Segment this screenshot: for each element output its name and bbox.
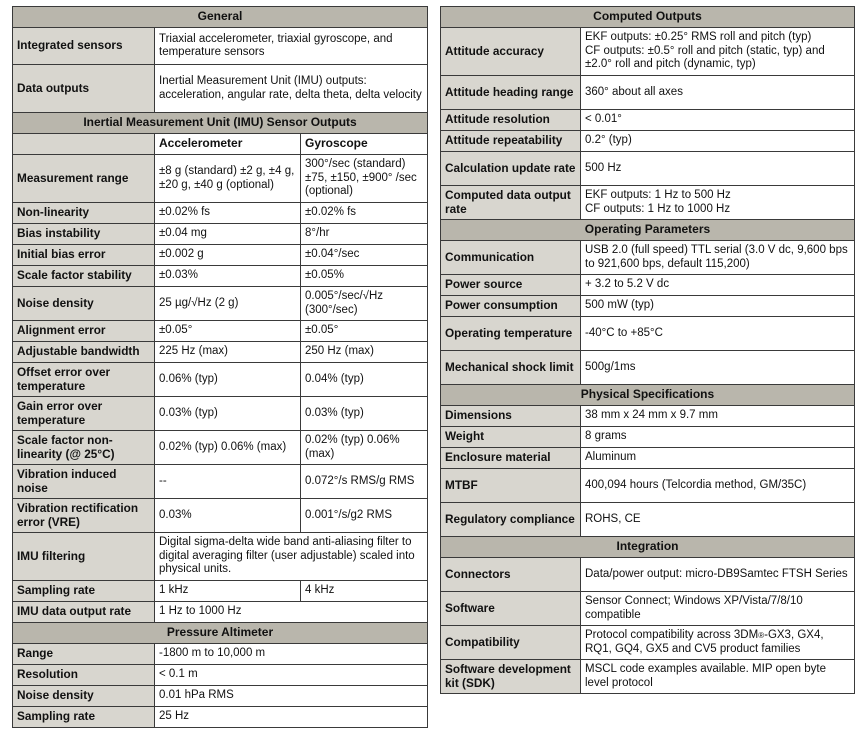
row-value: ROHS, CE	[581, 503, 855, 537]
row-value-accel: 0.03% (typ)	[155, 397, 301, 431]
row-value: 25 Hz	[155, 707, 428, 728]
row-value-gyro: 8°/hr	[301, 224, 428, 245]
row-value: 38 mm x 24 mm x 9.7 mm	[581, 406, 855, 427]
row-label: MTBF	[441, 469, 581, 503]
row-value: Aluminum	[581, 448, 855, 469]
row-value-accel: ±0.02% fs	[155, 203, 301, 224]
row-value-accel: --	[155, 465, 301, 499]
row-value-gyro: 0.072°/s RMS/g RMS	[301, 465, 428, 499]
column-header-accelerometer: Accelerometer	[155, 134, 301, 155]
row-label: Bias instability	[13, 224, 155, 245]
row-value-gyro: 300°/sec (standard) ±75, ±150, ±900° /sec (optional)	[301, 155, 428, 203]
row-value-gyro: ±0.05°	[301, 321, 428, 342]
row-value-accel: ±8 g (standard) ±2 g, ±4 g, ±20 g, ±40 g (optional)	[155, 155, 301, 203]
row-value-gyro: ±0.05%	[301, 266, 428, 287]
row-label: Alignment error	[13, 321, 155, 342]
row-label: Operating temperature	[441, 317, 581, 351]
row-value-sdk: MSCL code examples available. MIP open byte level protocol	[581, 660, 855, 694]
row-value-attitude-accuracy	[581, 28, 855, 76]
section-title-physical: Physical Specifications	[441, 385, 855, 406]
row-label: Regulatory compliance	[441, 503, 581, 537]
attitude-accuracy-cf: CF outputs: ±0.5° roll and pitch (static, typ) and ±2.0° roll and pitch (dynamic, typ)	[585, 44, 825, 71]
section-title-general: General	[13, 7, 428, 28]
computed-rate-cf: CF outputs: 1 Hz to 1000 Hz	[585, 202, 731, 215]
column-header-gyroscope: Gyroscope	[301, 134, 428, 155]
row-label-sdk: Software development kit (SDK)	[441, 660, 581, 694]
row-label-imu-output-rate: IMU data output rate	[13, 602, 155, 623]
row-label: Connectors	[441, 558, 581, 592]
row-label: Dimensions	[441, 406, 581, 427]
specs-table-left	[12, 6, 428, 728]
row-label-computed-rate: Computed data output rate	[441, 186, 581, 220]
row-value: < 0.01°	[581, 110, 855, 131]
row-label: Measurement range	[13, 155, 155, 203]
row-label: Attitude heading range	[441, 76, 581, 110]
row-value-integrated-sensors: Triaxial accelerometer, triaxial gyroscope, and temperature sensors	[155, 28, 428, 65]
row-label: Vibration induced noise	[13, 465, 155, 499]
row-value-accel: 0.06% (typ)	[155, 363, 301, 397]
registered-mark: ®	[758, 631, 765, 640]
row-value: 400,094 hours (Telcordia method, GM/35C)	[581, 469, 855, 503]
row-label-data-outputs: Data outputs	[13, 65, 155, 113]
row-label: Adjustable bandwidth	[13, 342, 155, 363]
row-value-gyro: ±0.04°/sec	[301, 245, 428, 266]
computed-rate-ekf: EKF outputs: 1 Hz to 500 Hz	[585, 189, 731, 201]
row-label: Noise density	[13, 287, 155, 321]
row-value-gyro: 0.03% (typ)	[301, 397, 428, 431]
row-value-accel: 0.02% (typ) 0.06% (max)	[155, 431, 301, 465]
row-value: + 3.2 to 5.2 V dc	[581, 275, 855, 296]
row-value-gyro: 0.001°/s/g2 RMS	[301, 499, 428, 533]
row-value: 500 mW (typ)	[581, 296, 855, 317]
row-label: Attitude repeatability	[441, 131, 581, 152]
row-value: -40°C to +85°C	[581, 317, 855, 351]
section-title-imu: Inertial Measurement Unit (IMU) Sensor Outputs	[13, 113, 428, 134]
section-title-integration: Integration	[441, 537, 855, 558]
row-label: Scale factor non-linearity (@ 25°C)	[13, 431, 155, 465]
row-label-sampling-rate: Sampling rate	[13, 581, 155, 602]
row-value-accel: 225 Hz (max)	[155, 342, 301, 363]
row-value: < 0.1 m	[155, 665, 428, 686]
row-value-compatibility	[581, 626, 855, 660]
row-label-compatibility: Compatibility	[441, 626, 581, 660]
row-value-accel: 25 µg/√Hz (2 g)	[155, 287, 301, 321]
row-value: 500g/1ms	[581, 351, 855, 385]
row-value-accel: ±0.03%	[155, 266, 301, 287]
row-value: -1800 m to 10,000 m	[155, 644, 428, 665]
row-label: Weight	[441, 427, 581, 448]
row-label: Non-linearity	[13, 203, 155, 224]
row-value-gyro: 250 Hz (max)	[301, 342, 428, 363]
row-label-attitude-accuracy: Attitude accuracy	[441, 28, 581, 76]
row-label: Communication	[441, 241, 581, 275]
row-label: Scale factor stability	[13, 266, 155, 287]
row-label: Calculation update rate	[441, 152, 581, 186]
section-title-altimeter: Pressure Altimeter	[13, 623, 428, 644]
row-value-gyro: ±0.02% fs	[301, 203, 428, 224]
row-label: Sampling rate	[13, 707, 155, 728]
row-label: Power source	[441, 275, 581, 296]
row-label: Software	[441, 592, 581, 626]
row-value-accel: 1 kHz	[155, 581, 301, 602]
row-label: Power consumption	[441, 296, 581, 317]
row-label: Initial bias error	[13, 245, 155, 266]
row-value: 0.2° (typ)	[581, 131, 855, 152]
row-label: Range	[13, 644, 155, 665]
row-label: Resolution	[13, 665, 155, 686]
row-label-imu-filtering: IMU filtering	[13, 533, 155, 581]
row-value-accel: ±0.05°	[155, 321, 301, 342]
row-label: Enclosure material	[441, 448, 581, 469]
row-value-computed-rate	[581, 186, 855, 220]
row-value-imu-output-rate: 1 Hz to 1000 Hz	[155, 602, 428, 623]
row-label: Attitude resolution	[441, 110, 581, 131]
row-value-accel: ±0.04 mg	[155, 224, 301, 245]
row-value: Data/power output: micro-DB9Samtec FTSH Series	[581, 558, 855, 592]
row-value: 0.01 hPa RMS	[155, 686, 428, 707]
row-label: Vibration rectification error (VRE)	[13, 499, 155, 533]
row-value: USB 2.0 (full speed) TTL serial (3.0 V dc, 9,600 bps to 921,600 bps, default 115,200)	[581, 241, 855, 275]
row-label: Offset error over temperature	[13, 363, 155, 397]
row-value: 8 grams	[581, 427, 855, 448]
row-label: Gain error over temperature	[13, 397, 155, 431]
row-value-imu-filtering: Digital sigma-delta wide band anti-aliasing filter to digital averaging filter (user adjustable) scaled into physical units.	[155, 533, 428, 581]
compat-text-pre: Protocol compatibility across 3DM	[585, 629, 759, 641]
row-label-integrated-sensors: Integrated sensors	[13, 28, 155, 65]
specs-table-right	[440, 6, 855, 694]
row-value-gyro: 4 kHz	[301, 581, 428, 602]
row-value-gyro: 0.02% (typ) 0.06% (max)	[301, 431, 428, 465]
row-value-gyro: 0.005°/sec/√Hz (300°/sec)	[301, 287, 428, 321]
row-value: 360° about all axes	[581, 76, 855, 110]
row-value-accel: 0.03%	[155, 499, 301, 533]
row-value-accel: ±0.002 g	[155, 245, 301, 266]
row-value-gyro: 0.04% (typ)	[301, 363, 428, 397]
row-value: Sensor Connect; Windows XP/Vista/7/8/10 compatible	[581, 592, 855, 626]
row-label: Noise density	[13, 686, 155, 707]
attitude-accuracy-ekf: EKF outputs: ±0.25° RMS roll and pitch (typ)	[585, 31, 812, 44]
row-value: 500 Hz	[581, 152, 855, 186]
compat-text-post: -GX3, GX4, RQ1, GQ4, GX5 and CV5 product families	[585, 629, 824, 655]
row-value-data-outputs: Inertial Measurement Unit (IMU) outputs: acceleration, angular rate, delta theta, delta velocity	[155, 65, 428, 113]
section-title-computed: Computed Outputs	[441, 7, 855, 28]
row-label: Mechanical shock limit	[441, 351, 581, 385]
column-header-blank	[13, 134, 155, 155]
section-title-operating: Operating Parameters	[441, 220, 855, 241]
